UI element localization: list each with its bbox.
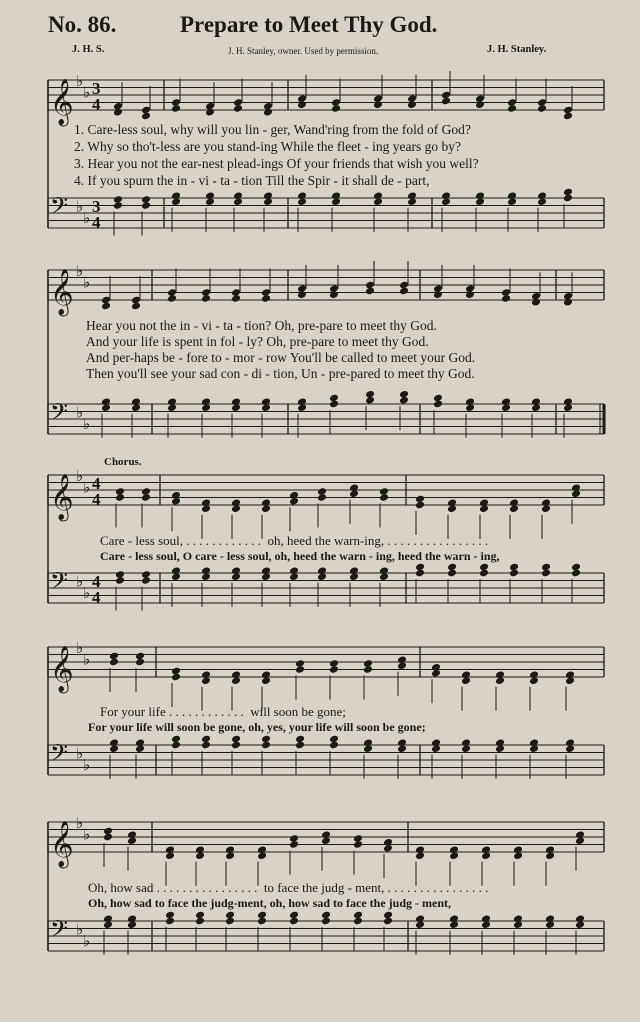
s2b-note [563, 397, 573, 406]
s4t-note [529, 670, 539, 679]
verse-1-line-1: 1. Care-less soul, why will you lin - ger, Wand'ring from the fold of God? [74, 122, 471, 137]
s2t-note [399, 287, 409, 296]
flat-icon: ♭ [83, 273, 91, 292]
time-signature-bottom: 4 [92, 95, 101, 114]
s5b-note [165, 911, 175, 920]
s1b-note [171, 191, 181, 200]
s5b-note [103, 914, 113, 923]
s3t-note [479, 498, 489, 507]
verse-1-line-2: Hear you not the in - vi - ta - tion? Oh, pre-pare to meet thy God. [86, 318, 437, 333]
s4t-note [171, 667, 181, 676]
s1t-note [475, 100, 485, 109]
verse-3-line-2: And per-haps be - fore to - mor - row You'll be called to meet your God. [86, 350, 476, 365]
s2t-note [531, 298, 541, 307]
s3b-note [571, 563, 581, 572]
s4b-note [329, 735, 339, 744]
s1b-note [297, 191, 307, 200]
chorus-line-1-lower: Care - less soul, O care - less soul, oh, heed the warn - ing, heed the warn - ing, [100, 549, 500, 563]
s4t-note [495, 670, 505, 679]
flat-icon: ♭ [83, 755, 91, 774]
s3t-note [349, 483, 359, 492]
bass-clef-icon: 𝄢 [50, 192, 69, 225]
s4b-note [295, 735, 305, 744]
s2t-note [101, 302, 111, 311]
flat-icon: ♭ [76, 744, 84, 763]
s3b-note [231, 566, 241, 575]
s4t-note [329, 659, 339, 668]
s2b-note [231, 397, 241, 406]
s4b-note [565, 738, 575, 747]
s5b-note [415, 914, 425, 923]
s1t-note [507, 104, 517, 113]
s3b-note [541, 563, 551, 572]
s1t-note [441, 97, 451, 106]
s4t-note [397, 655, 407, 664]
s1b-note [331, 191, 341, 200]
s2t-note [433, 290, 443, 299]
flat-icon: ♭ [83, 414, 91, 433]
s4t-note [201, 670, 211, 679]
bass-clef-icon: 𝄢 [50, 739, 69, 772]
s2b-note [433, 394, 443, 403]
treble-clef-icon: 𝄞 [50, 79, 74, 125]
s1t-note [171, 104, 181, 113]
bass-clef-icon: 𝄢 [50, 567, 69, 600]
verse-2-line-1: 2. Why so tho't-less are you stand-ing While the fleet - ing years go by? [74, 139, 461, 154]
flat-icon: ♭ [83, 931, 91, 950]
s2t-note [465, 290, 475, 299]
s3t-note [201, 498, 211, 507]
s2b-note [261, 397, 271, 406]
flat-icon: ♭ [76, 467, 84, 485]
s5t-note [257, 845, 267, 854]
s2b-note [167, 397, 177, 406]
s5t-note [195, 845, 205, 854]
s5b-note [545, 914, 555, 923]
s4b-note [201, 735, 211, 744]
s3b-note [141, 570, 151, 579]
s5t-note [545, 845, 555, 854]
s5t-note [165, 845, 175, 854]
time-signature-top: 3 [92, 79, 101, 98]
chorus-line-2-lower: For your life will soon be gone, oh, yes, your life will soon be gone; [88, 720, 426, 734]
s3t-note [261, 498, 271, 507]
s4b-note [529, 738, 539, 747]
s5b-note [321, 911, 331, 920]
verse-3-line-1: 3. Hear you not the ear-nest plead-ings Of your friends that wish you well? [74, 156, 479, 171]
flat-icon: ♭ [76, 262, 84, 280]
s5t-note [481, 845, 491, 854]
s2b-note [131, 397, 141, 406]
time-signature-top: 4 [92, 474, 101, 493]
verse-2-line-2: And your life is spent in fol - ly? Oh, pre-pare to meet thy God. [86, 334, 429, 349]
s4b-note [135, 738, 145, 747]
s2t-note [329, 290, 339, 299]
chorus-line-1-upper: Care - less soul, . . . . . . . . . . . . oh, heed the warn-ing, . . . . . . . . . . . . . . . . [100, 533, 489, 548]
s4b-note [363, 738, 373, 747]
music-credit: J. H. Stanley. [487, 44, 547, 55]
s4b-note [231, 735, 241, 744]
time-signature-top: 3 [92, 197, 101, 216]
s1b-note [563, 188, 573, 197]
s1b-note [205, 191, 215, 200]
s5t-note [415, 845, 425, 854]
s5t-note [103, 827, 113, 836]
s4t-note [363, 659, 373, 668]
s1t-note [205, 108, 215, 117]
s3b-note [171, 566, 181, 575]
time-signature-bottom: 4 [92, 588, 101, 607]
treble-clef-icon: 𝄞 [50, 269, 74, 315]
s5t-note [575, 830, 585, 839]
chorus-line-2-upper: For your life . . . . . . . . . . . . will soon be gone; [100, 704, 346, 719]
chorus-line-3-lower: Oh, how sad to face the judg-ment, oh, how sad to face the judg - ment, [88, 896, 451, 910]
s2b-note [399, 390, 409, 399]
s3t-note [447, 498, 457, 507]
s5b-note [383, 911, 393, 920]
flat-icon: ♭ [76, 920, 84, 939]
s2b-note [329, 394, 339, 403]
s5b-note [225, 911, 235, 920]
s4t-note [461, 670, 471, 679]
s1b-note [233, 191, 243, 200]
s1b-note [113, 195, 123, 204]
s1b-note [373, 191, 383, 200]
s4b-note [495, 738, 505, 747]
s1b-note [507, 191, 517, 200]
s2t-note [167, 294, 177, 303]
flat-icon: ♭ [76, 639, 84, 657]
bass-clef-icon: 𝄢 [50, 915, 69, 948]
s3b-note [349, 566, 359, 575]
s2b-note [501, 397, 511, 406]
s3t-note [509, 498, 519, 507]
flat-icon: ♭ [83, 650, 91, 669]
s3b-note [509, 563, 519, 572]
s1t-note [233, 104, 243, 113]
s1t-note [373, 100, 383, 109]
s1b-note [537, 191, 547, 200]
s3t-note [115, 487, 125, 496]
ownership-credit: J. H. Stanley, owner. Used by permission. [228, 46, 379, 56]
s4t-note [135, 652, 145, 661]
s4t-note [261, 670, 271, 679]
s5b-note [127, 914, 137, 923]
s4b-note [397, 738, 407, 747]
s1t-note [331, 104, 341, 113]
flat-icon: ♭ [76, 403, 84, 422]
s3t-note [541, 498, 551, 507]
s3b-note [289, 566, 299, 575]
s5b-note [289, 911, 299, 920]
s2b-note [297, 397, 307, 406]
s5t-note [225, 845, 235, 854]
s2t-note [563, 298, 573, 307]
flat-icon: ♭ [76, 197, 84, 216]
s2t-note [297, 290, 307, 299]
s5t-note [321, 830, 331, 839]
s3b-note [317, 566, 327, 575]
s5t-note [383, 838, 393, 847]
s2b-note [201, 397, 211, 406]
s5b-note [513, 914, 523, 923]
flat-icon: ♭ [76, 814, 84, 832]
s1t-note [113, 108, 123, 117]
s2t-note [201, 294, 211, 303]
s3t-note [141, 487, 151, 496]
bass-clef-icon: 𝄢 [50, 398, 69, 431]
s4t-note [109, 652, 119, 661]
s5t-note [289, 834, 299, 843]
flat-icon: ♭ [83, 208, 91, 227]
s2b-note [465, 397, 475, 406]
time-signature-bottom: 4 [92, 213, 101, 232]
words-credit: J. H. S. [72, 44, 105, 55]
s4b-note [431, 738, 441, 747]
time-signature-bottom: 4 [92, 490, 101, 509]
s3t-note [317, 487, 327, 496]
s2t-note [261, 294, 271, 303]
s1t-note [407, 100, 417, 109]
s1t-note [563, 112, 573, 121]
s1b-note [441, 191, 451, 200]
s3t-note [171, 491, 181, 500]
s2t-note [365, 287, 375, 296]
s1t-note [297, 100, 307, 109]
s1t-note [141, 112, 151, 121]
s3t-note [571, 483, 581, 492]
flat-icon: ♭ [83, 583, 91, 602]
s2t-note [501, 294, 511, 303]
s4b-note [109, 738, 119, 747]
s5b-note [481, 914, 491, 923]
verse-4-line-1: 4. If you spurn the in - vi - ta - tion Till the Spir - it shall de - part, [74, 173, 430, 188]
s5t-note [353, 834, 363, 843]
hymn-number: No. 86. [48, 12, 117, 37]
s5t-note [449, 845, 459, 854]
s5b-note [353, 911, 363, 920]
s1b-note [475, 191, 485, 200]
s5b-note [449, 914, 459, 923]
s1b-note [407, 191, 417, 200]
flat-icon: ♭ [76, 72, 84, 90]
s1b-note [141, 195, 151, 204]
s2b-note [365, 390, 375, 399]
s1t-note [537, 104, 547, 113]
s3b-note [115, 570, 125, 579]
chorus-label: Chorus. [104, 456, 142, 468]
s4t-note [295, 659, 305, 668]
verse-4-line-2: Then you'll see your sad con - di - tion, Un - pre-pared to meet thy God. [86, 366, 475, 381]
s3t-note [289, 491, 299, 500]
s4t-note [231, 670, 241, 679]
time-signature-top: 4 [92, 572, 101, 591]
treble-clef-icon: 𝄞 [50, 646, 74, 692]
s1t-note [263, 108, 273, 117]
s2b-note [101, 397, 111, 406]
s4t-note [565, 670, 575, 679]
s4b-note [171, 735, 181, 744]
s5b-note [575, 914, 585, 923]
treble-clef-icon: 𝄞 [50, 821, 74, 867]
flat-icon: ♭ [83, 825, 91, 844]
chorus-line-3-upper: Oh, how sad . . . . . . . . . . . . . . . . to face the judg - ment, . . . . . . . . . . . . . . . . [88, 880, 489, 895]
flat-icon: ♭ [83, 83, 91, 102]
s1b-note [263, 191, 273, 200]
s4t-note [431, 663, 441, 672]
s4b-note [461, 738, 471, 747]
s3t-note [415, 495, 425, 504]
s5b-note [257, 911, 267, 920]
s2t-note [131, 302, 141, 311]
s3b-note [379, 566, 389, 575]
s3b-note [201, 566, 211, 575]
s3t-note [379, 487, 389, 496]
s5t-note [513, 845, 523, 854]
s5t-note [127, 830, 137, 839]
flat-icon: ♭ [83, 478, 91, 497]
hymn-title: Prepare to Meet Thy God. [180, 12, 438, 37]
s4b-note [261, 735, 271, 744]
treble-clef-icon: 𝄞 [50, 474, 74, 520]
s3t-note [231, 498, 241, 507]
flat-icon: ♭ [76, 572, 84, 591]
s5b-note [195, 911, 205, 920]
s2t-note [231, 294, 241, 303]
s2b-note [531, 397, 541, 406]
s3b-note [261, 566, 271, 575]
